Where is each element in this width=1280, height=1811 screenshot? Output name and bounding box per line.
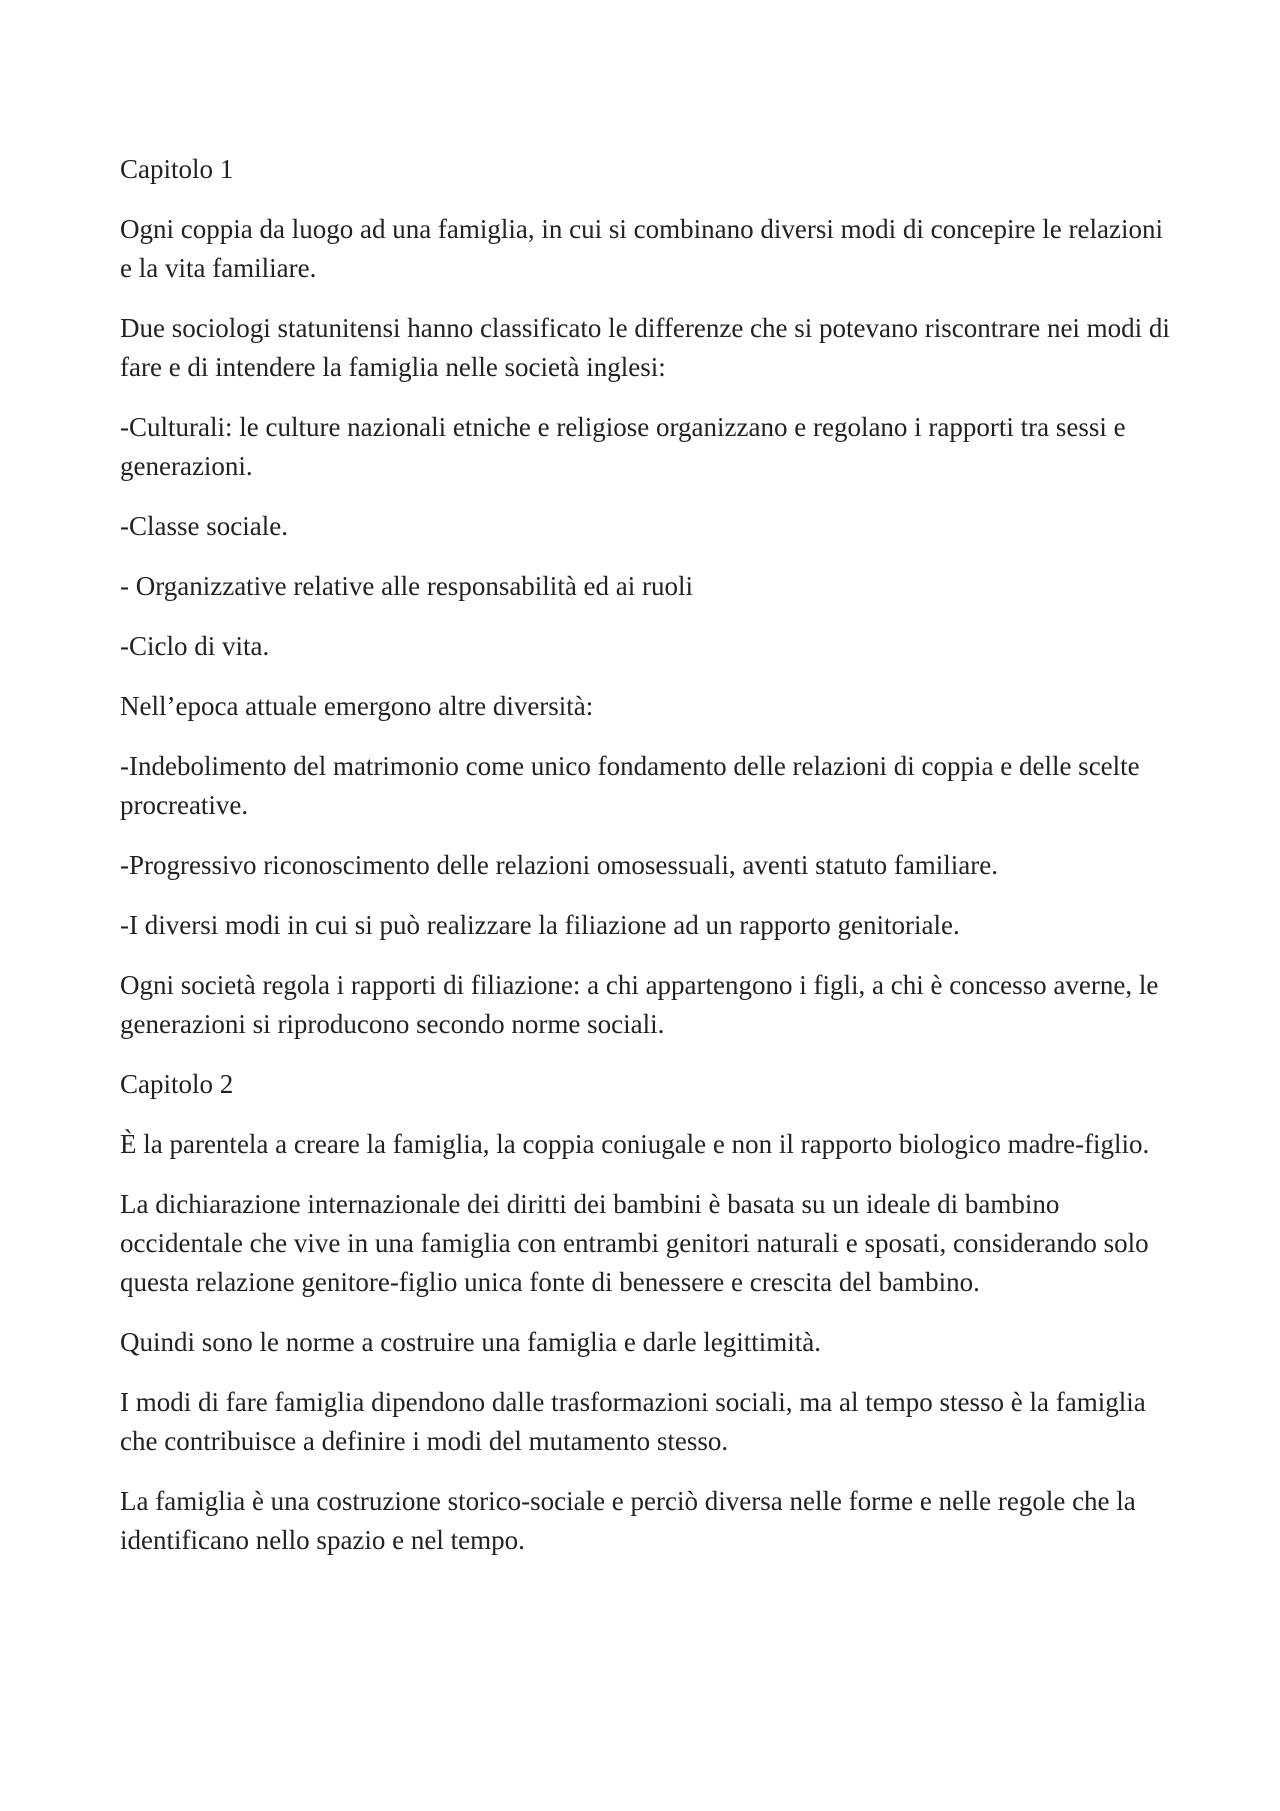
list-item: -Classe sociale. xyxy=(120,511,288,541)
list-item: -I diversi modi in cui si può realizzare la filiazione ad un rapporto genitoriale. xyxy=(120,910,960,940)
paragraph: La dichiarazione internazionale dei diritti dei bambini è basata su un ideale di bambino occidentale che vive in una famiglia con entrambi genitori naturali e sposati, considerando solo questa relazione genitore-figlio unica fonte di benessere e crescita del bambino. xyxy=(120,1189,1149,1297)
paragraph: La famiglia è una costruzione storico-sociale e perciò diversa nelle forme e nelle regole che la identificano nello spazio e nel tempo. xyxy=(120,1486,1136,1555)
paragraph: I modi di fare famiglia dipendono dalle trasformazioni sociali, ma al tempo stesso è la famiglia che contribuisce a definire i modi del mutamento stesso. xyxy=(120,1387,1146,1456)
paragraph: Quindi sono le norme a costruire una famiglia e darle legittimità. xyxy=(120,1327,822,1357)
paragraph: Ogni società regola i rapporti di filiazione: a chi appartengono i figli, a chi è concesso averne, le generazioni si riproducono secondo norme sociali. xyxy=(120,970,1159,1039)
paragraph: Nell’epoca attuale emergono altre diversità: xyxy=(120,691,594,721)
paragraph: Ogni coppia da luogo ad una famiglia, in cui si combinano diversi modi di concepire le relazioni e la vita familiare. xyxy=(120,214,1163,283)
paragraph: Due sociologi statunitensi hanno classificato le differenze che si potevano riscontrare nei modi di fare e di intendere la famiglia nelle società inglesi: xyxy=(120,313,1170,382)
list-item: -Culturali: le culture nazionali etniche e religiose organizzano e regolano i rapporti tra sessi e generazioni. xyxy=(120,412,1126,481)
list-item: -Indebolimento del matrimonio come unico fondamento delle relazioni di coppia e delle scelte procreative. xyxy=(120,751,1140,820)
list-item: -Ciclo di vita. xyxy=(120,631,270,661)
paragraph: È la parentela a creare la famiglia, la coppia coniugale e non il rapporto biologico madre-figlio. xyxy=(120,1129,1150,1159)
chapter-heading: Capitolo 1 xyxy=(120,154,234,184)
list-item: - Organizzative relative alle responsabilità ed ai ruoli xyxy=(120,571,694,601)
document-body xyxy=(120,150,1180,1581)
list-item: -Progressivo riconoscimento delle relazioni omosessuali, aventi statuto familiare. xyxy=(120,850,999,880)
chapter-heading: Capitolo 2 xyxy=(120,1069,234,1099)
